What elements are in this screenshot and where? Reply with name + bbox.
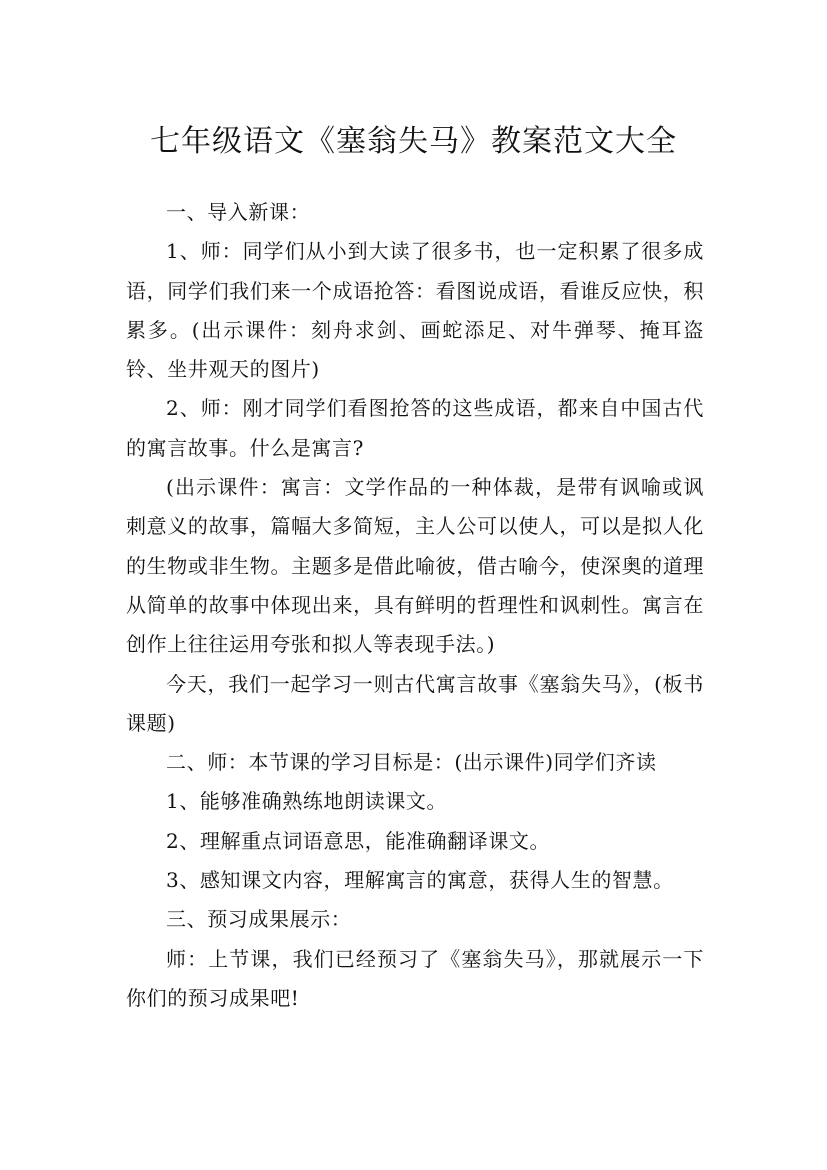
paragraph-idiom-quiz: 1、师：同学们从小到大读了很多书，也一定积累了很多成语，同学们我们来一个成语抢答：看图说成语，看谁反应快，积累多。(出示课件：刻舟求剑、画蛇添足、对牛弹琴、掩耳盗铃、坐井观天的图片) bbox=[126, 239, 704, 382]
paragraph-goal-3: 3、感知课文内容，理解寓言的寓意，获得人生的智慧。 bbox=[166, 868, 674, 893]
paragraph-preview-prompt: 师：上节课，我们已经预习了《塞翁失马》，那就展示一下你们的预习成果吧! bbox=[126, 946, 704, 1010]
paragraph-goals-heading: 二、师：本节课的学习目标是：(出示课件)同学们齐读 bbox=[166, 750, 657, 775]
paragraph-preview-heading: 三、预习成果展示： bbox=[166, 907, 352, 932]
document-title: 七年级语文《塞翁失马》教案范文大全 bbox=[150, 124, 677, 160]
paragraph-intro-heading: 一、导入新课： bbox=[166, 200, 311, 224]
document-body bbox=[126, 193, 704, 1018]
paragraph-fable-definition: (出示课件：寓言：文学作品的一种体裁，是带有讽喻或讽刺意义的故事，篇幅大多简短，主人公可以使人，可以是拟人化的生物或非生物。主题多是借此喻彼，借古喻今，使深奥的道理从简单的故事中体现出来，具有鲜明的哲理性和讽刺性。寓言在创作上往往运用夸张和拟人等表现手法。) bbox=[126, 475, 704, 657]
paragraph-goal-1: 1、能够准确熟练地朗读课文。 bbox=[166, 789, 448, 814]
paragraph-goal-2: 2、理解重点词语意思，能准确翻译课文。 bbox=[166, 828, 551, 853]
paragraph-lesson-topic: 今天，我们一起学习一则古代寓言故事《塞翁失马》，(板书课题) bbox=[126, 671, 704, 735]
paragraph-fable-origin: 2、师：刚才同学们看图抢答的这些成语，都来自中国古代的寓言故事。什么是寓言? bbox=[126, 396, 704, 460]
